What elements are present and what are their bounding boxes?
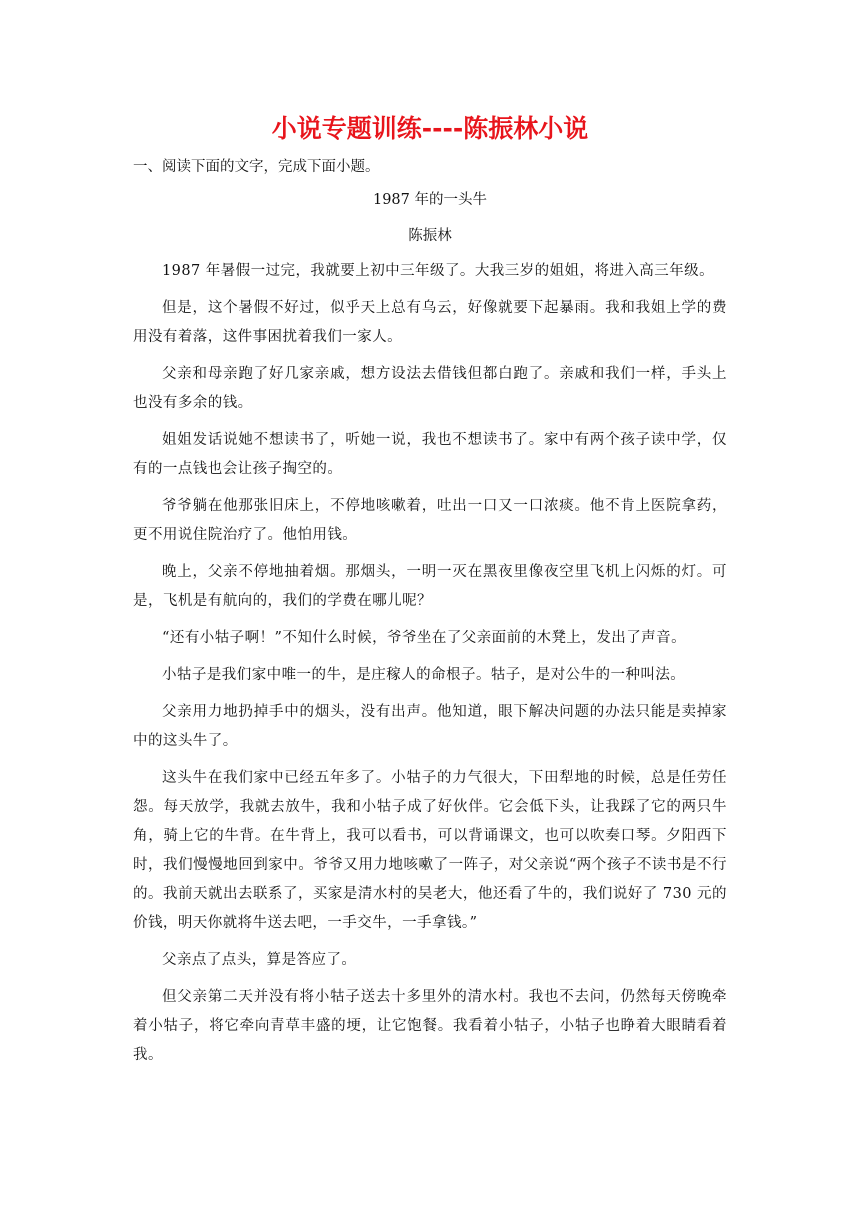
paragraph: 父亲用力地扔掉手中的烟头，没有出声。他知道，眼下解决问题的办法只能是卖掉家中的这头牛了。 <box>133 704 727 749</box>
story-body <box>133 257 727 1078</box>
paragraph: 小牯子是我们家中唯一的牛，是庄稼人的命根子。牯子，是对公牛的一种叫法。 <box>162 667 686 683</box>
paragraph: 但父亲第二天并没有将小牯子送去十多里外的清水村。我也不去问，仍然每天傍晚牵着小牯子，将它牵向青草丰盛的埂，让它饱餐。我看着小牯子，小牯子也睁着大眼睛看着我。 <box>133 989 727 1063</box>
question-instruction: 一、阅读下面的文字，完成下面小题。 <box>133 159 380 175</box>
document-title: 小说专题训练----陈振林小说 <box>271 114 589 143</box>
paragraph: 晚上，父亲不停地抽着烟。那烟头，一明一灭在黑夜里像夜空里飞机上闪烁的灯。可是，飞机是有航向的，我们的学费在哪儿呢？ <box>133 564 727 609</box>
paragraph: 但是，这个暑假不好过，似乎天上总有乌云，好像就要下起暴雨。我和我姐上学的费用没有着落，这件事困扰着我们一家人。 <box>133 300 727 345</box>
story-title: 1987 年的一头牛 <box>372 192 487 208</box>
story-author: 陈振林 <box>408 228 452 244</box>
paragraph: 这头牛在我们家中已经五年多了。小牯子的力气很大，下田犁地的时候，总是任劳任怨。每天放学，我就去放牛，我和小牯子成了好伙伴。它会低下头，让我踩了它的两只牛角，骑上它的牛背。在牛背上，我可以看书，可以背诵课文，也可以吹奏口琴。夕阳西下时，我们慢慢地回到家中。爷爷又用力地咳嗽了一阵子，对父亲说“两个孩子不读书是不行的。我前天就出去联系了，买家是清水村的吴老大，他还看了牛的，我们说好了 730 元的价钱，明天你就将牛送去吧，一手交牛，一手拿钱。” <box>133 770 727 931</box>
paragraph: 1987 年暑假一过完，我就要上初中三年级了。大我三岁的姐姐，将进入高三年级。 <box>162 263 715 279</box>
paragraph: 父亲和母亲跑了好几家亲戚，想方设法去借钱但都白跑了。亲戚和我们一样，手头上也没有多余的钱。 <box>133 366 727 411</box>
paragraph: “还有小牯子啊！”不知什么时候，爷爷坐在了父亲面前的木凳上，发出了声音。 <box>162 630 687 646</box>
paragraph: 父亲点了点头，算是答应了。 <box>162 952 357 968</box>
paragraph: 爷爷躺在他那张旧床上，不停地咳嗽着，吐出一口又一口浓痰。他不肯上医院拿药，更不用说住院治疗了。他怕用钱。 <box>133 498 727 543</box>
paragraph: 姐姐发话说她不想读书了，听她一说，我也不想读书了。家中有两个孩子读中学，仅有的一点钱也会让孩子掏空的。 <box>133 432 727 477</box>
